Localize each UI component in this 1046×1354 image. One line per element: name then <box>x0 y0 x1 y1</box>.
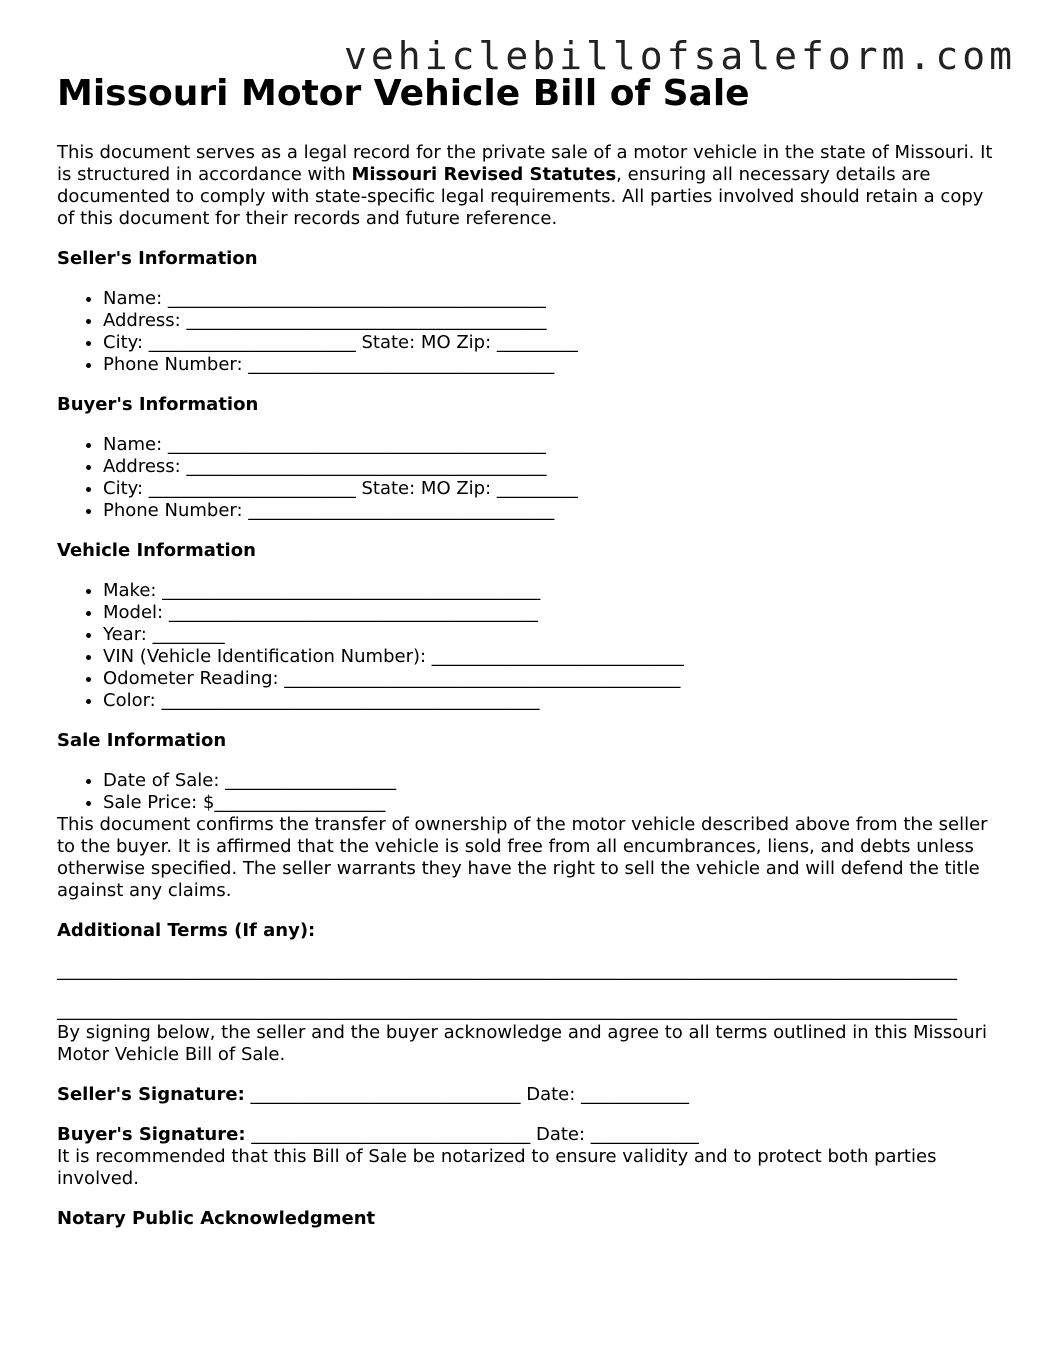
buyer-city-field[interactable]: • City: _______________________ State: MO Zip: _________ <box>103 478 1002 500</box>
buyer-name-field[interactable]: • Name: __________________________________________ <box>103 434 1002 456</box>
vehicle-vin-field[interactable]: • VIN (Vehicle Identification Number): ____________________________ <box>103 646 1002 668</box>
buyer-heading: Buyer's Information <box>57 394 259 415</box>
buyer-signature-line[interactable]: _______________________________ Date: ____________ <box>245 1124 699 1145</box>
seller-name-field[interactable]: • Name: __________________________________________ <box>103 288 1002 310</box>
signing-paragraph: By signing below, the seller and the buyer acknowledge and agree to all terms outlined in this Missouri Motor Vehicle Bill of Sale. <box>57 1022 988 1065</box>
vehicle-model-field[interactable]: • Model: _________________________________________ <box>103 602 1002 624</box>
seller-list <box>57 288 1002 376</box>
transfer-paragraph: This document confirms the transfer of ownership of the motor vehicle described above from the seller to the buyer. It is affirmed that the vehicle is sold free from all encumbrances, liens, and debts unless otherwise specified. The seller warrants they have the right to sell the vehicle and will defend the title against any claims. <box>57 814 988 901</box>
notary-heading: Notary Public Acknowledgment <box>57 1208 376 1229</box>
intro-text-2: , ensuring all necessary details are documented to comply with state-specific legal requirements. All parties involved should retain a copy of this document for their records and future reference. <box>57 164 984 229</box>
intro-paragraph <box>57 142 1002 230</box>
intro-text-1: This document serves as a legal record for the private sale of a motor vehicle in the state of Missouri. It is structured in accordance with <box>57 142 993 185</box>
sale-date-field[interactable]: • Date of Sale: ___________________ <box>103 770 1002 792</box>
document <box>57 72 1002 1230</box>
vehicle-make-field[interactable]: • Make: __________________________________________ <box>103 580 1002 602</box>
seller-heading: Seller's Information <box>57 248 258 269</box>
additional-terms-heading: Additional Terms (If any): <box>57 920 316 941</box>
watermark: vehiclebillofsaleform.com <box>344 34 1016 78</box>
seller-city-field[interactable]: • City: _______________________ State: MO Zip: _________ <box>103 332 1002 354</box>
sale-heading: Sale Information <box>57 730 227 751</box>
notarize-paragraph: It is recommended that this Bill of Sale be notarized to ensure validity and to protect both parties involved. <box>57 1146 937 1189</box>
vehicle-heading: Vehicle Information <box>57 540 256 561</box>
seller-signature-row[interactable] <box>57 1084 1002 1106</box>
buyer-list <box>57 434 1002 522</box>
seller-signature-line[interactable]: ______________________________ Date: ____________ <box>244 1084 690 1105</box>
vehicle-odometer-field[interactable]: • Odometer Reading: ____________________________________________ <box>103 668 1002 690</box>
vehicle-color-field[interactable]: • Color: __________________________________________ <box>103 690 1002 712</box>
sale-price-field[interactable]: • Sale Price: $___________________ <box>103 792 1002 814</box>
page-title: Missouri Motor Vehicle Bill of Sale <box>57 73 750 114</box>
seller-phone-field[interactable]: • Phone Number: __________________________________ <box>103 354 1002 376</box>
buyer-phone-field[interactable]: • Phone Number: __________________________________ <box>103 500 1002 522</box>
vehicle-list <box>57 580 1002 712</box>
buyer-signature-row[interactable] <box>57 1124 1002 1146</box>
seller-address-field[interactable]: • Address: ________________________________________ <box>103 310 1002 332</box>
additional-terms-line-1[interactable]: ____________________________________________________________________________________________________ <box>57 960 957 981</box>
additional-terms-line-2[interactable]: ____________________________________________________________________________________________________ <box>57 1000 957 1021</box>
sale-list <box>57 770 1002 814</box>
buyer-address-field[interactable]: • Address: ________________________________________ <box>103 456 1002 478</box>
vehicle-year-field[interactable]: • Year: ________ <box>103 624 1002 646</box>
intro-statutes: Missouri Revised Statutes <box>351 164 617 185</box>
seller-signature-label: Seller's Signature: <box>57 1084 245 1105</box>
buyer-signature-label: Buyer's Signature: <box>57 1124 246 1145</box>
